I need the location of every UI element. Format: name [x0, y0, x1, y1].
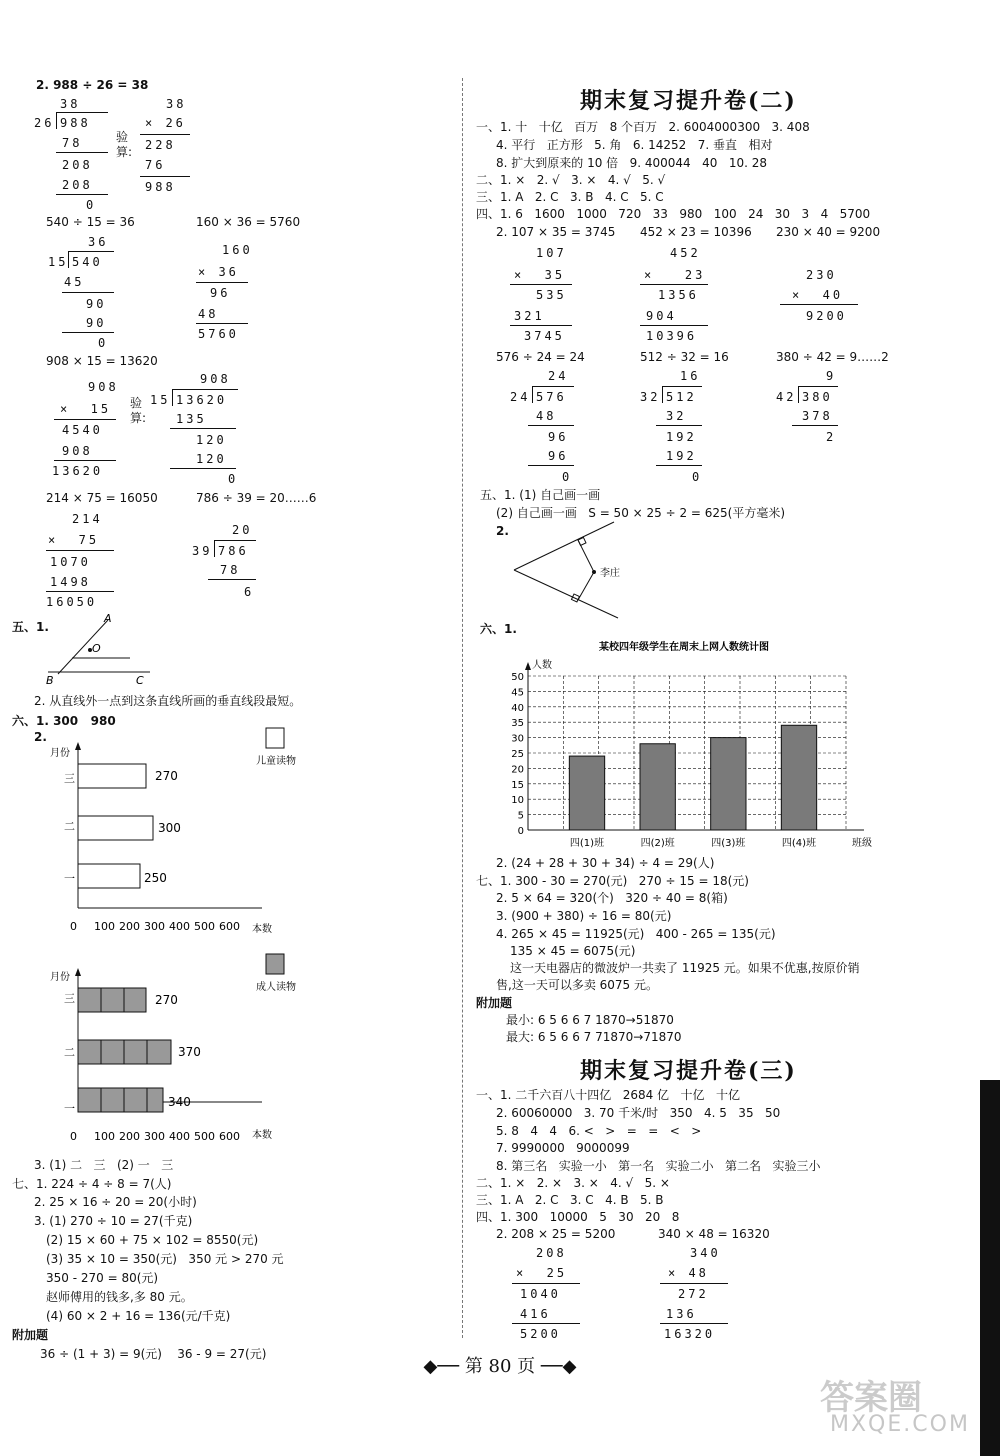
dividend: 380 — [802, 390, 833, 404]
svg-text:300: 300 — [144, 920, 165, 933]
divisor: 32 — [640, 390, 661, 404]
svg-text:270: 270 — [155, 769, 178, 783]
bar-4 — [781, 725, 816, 830]
children-books-chart — [50, 726, 296, 940]
step: 208 — [62, 158, 93, 172]
quotient: 24 — [548, 369, 569, 383]
partial: 272 — [678, 1287, 709, 1301]
r-line-2: 4. 平行 正方形 5. 角 6. 14252 7. 垂直 相对 — [496, 138, 773, 152]
s7-2: 2. 25 × 16 ÷ 20 = 20(小时) — [34, 1195, 197, 1209]
r-line-8a: 576 ÷ 24 = 24 — [496, 350, 585, 364]
svg-text:一: 一 — [64, 1102, 75, 1115]
section-5-label: 五、1. — [12, 620, 49, 634]
r-line-10: (2) 自己画一画 S = 50 × 25 ÷ 2 = 625(平方毫米) — [496, 506, 786, 520]
partial: 4540 — [62, 423, 103, 437]
village-label: 李庄 — [600, 568, 620, 579]
r-line-18: 135 × 45 = 6075(元) — [510, 944, 636, 958]
r-line-6: 四、1. 6 1600 1000 720 33 980 100 24 30 3 4 5700 — [476, 207, 871, 221]
eq-786: 786 ÷ 39 = 20……6 — [196, 491, 317, 505]
test-title-2: 期末复习提升卷(二) — [580, 88, 797, 114]
q2-title: 2. 988 ÷ 26 = 38 — [36, 78, 149, 92]
partial: 1356 — [658, 288, 699, 302]
watermark-logo: 答案圈 — [820, 1378, 922, 1418]
divisor: 26 — [34, 116, 55, 130]
svg-text:400: 400 — [169, 920, 190, 933]
product: 16050 — [46, 595, 98, 609]
s7-3d: 350 - 270 = 80(元) — [46, 1271, 159, 1285]
bar-adult-3 — [78, 988, 146, 1012]
factor: × 23 — [644, 268, 706, 282]
remainder: 0 — [562, 470, 573, 484]
label-o: O — [92, 642, 101, 655]
chart-xlabel: 班级 — [852, 838, 872, 849]
quotient: 908 — [200, 372, 231, 386]
remainder: 0 — [692, 470, 703, 484]
svg-text:340: 340 — [168, 1095, 191, 1109]
divisor: 15 — [48, 255, 69, 269]
r-line-7b: 452 × 23 = 10396 — [640, 225, 752, 239]
adult-books-chart — [50, 952, 296, 1132]
factor: 107 — [536, 246, 567, 260]
divisor: 39 — [192, 544, 213, 558]
check-label: 验算: — [116, 130, 133, 159]
partial: 1070 — [50, 555, 91, 569]
chart1-ylabel: 月份 — [50, 748, 70, 759]
factor: 230 — [806, 268, 837, 282]
step: 120 — [196, 433, 227, 447]
step: 192 — [666, 430, 697, 444]
footer-ornament-right-icon: ──◆ — [540, 1356, 577, 1377]
svg-text:200: 200 — [119, 920, 140, 933]
y-tick-label: 30 — [511, 733, 524, 745]
quotient: 9 — [826, 369, 837, 383]
svg-text:250: 250 — [144, 871, 167, 885]
r-line-26: 5. 8 4 4 6. < > = = < > — [496, 1124, 702, 1138]
s7-3c: (3) 35 × 10 = 350(元) 350 元 > 270 元 — [46, 1252, 284, 1266]
r-line-31: 四、1. 300 10000 5 30 20 8 — [476, 1210, 680, 1224]
bar-3 — [711, 738, 746, 830]
step: 135 — [176, 412, 207, 426]
r-line-32a: 2. 208 × 25 = 5200 — [496, 1227, 616, 1241]
svg-text:300: 300 — [158, 821, 181, 835]
watermark-domain: MXQE.COM — [830, 1412, 970, 1437]
r-line-9: 五、1. (1) 自己画一画 — [480, 488, 601, 502]
column-divider — [462, 78, 463, 1338]
r-line-19: 这一天电器店的微波炉一共卖了 11925 元。如果不优惠,按原价销 — [510, 961, 860, 975]
product: 3745 — [524, 329, 565, 343]
chart1-xlabel: 本数 — [252, 924, 272, 935]
r-line-20: 售,这一天可以多卖 6075 元。 — [496, 978, 658, 992]
svg-text:100: 100 — [94, 1130, 115, 1143]
svg-text:二: 二 — [64, 820, 75, 833]
bar-1 — [569, 756, 604, 830]
step: 120 — [196, 452, 227, 466]
product: 16320 — [664, 1327, 716, 1341]
divisor: 15 — [150, 393, 171, 407]
svg-text:三: 三 — [64, 772, 75, 785]
r-line-28: 8. 第三名 实验一小 第一名 实验二小 第二名 实验三小 — [496, 1159, 821, 1173]
factor: × 40 — [792, 288, 844, 302]
s6-answer-2: 2. — [34, 730, 47, 744]
partial: 76 — [145, 158, 166, 172]
factor: 340 — [690, 1246, 721, 1260]
step: 208 — [62, 178, 93, 192]
partial: 908 — [62, 444, 93, 458]
svg-text:500: 500 — [194, 1130, 215, 1143]
svg-text:270: 270 — [155, 993, 178, 1007]
angle-village-diagram — [506, 518, 646, 622]
r-line-15: 2. 5 × 64 = 320(个) 320 ÷ 40 = 8(箱) — [496, 891, 728, 905]
svg-text:600: 600 — [219, 1130, 240, 1143]
step: 378 — [802, 409, 833, 423]
r-line-4: 二、1. × 2. √ 3. × 4. √ 5. √ — [476, 173, 666, 187]
chart2-ylabel: 月份 — [50, 972, 70, 983]
footer-ornament-left-icon: ◆── — [423, 1356, 460, 1377]
r-line-7a: 2. 107 × 35 = 3745 — [496, 225, 616, 239]
partial: 96 — [210, 286, 231, 300]
s5-answer-2: 2. 从直线外一点到这条直线所画的垂直线段最短。 — [34, 694, 302, 708]
y-tick-label: 15 — [511, 779, 524, 791]
partial: 1498 — [50, 575, 91, 589]
svg-text:本数: 本数 — [252, 1130, 272, 1141]
r-line-12: 六、1. — [480, 622, 517, 636]
partial: 136 — [666, 1307, 697, 1321]
page-edge-bar — [980, 1080, 1000, 1456]
partial: 416 — [520, 1307, 551, 1321]
y-tick-label: 25 — [511, 749, 524, 760]
partial: 904 — [646, 309, 677, 323]
r-line-27: 7. 9990000 9000099 — [496, 1141, 630, 1155]
label-a: A — [104, 612, 112, 625]
y-tick-label: 50 — [511, 672, 524, 683]
partial: 48 — [198, 307, 219, 321]
y-tick-label: 5 — [517, 810, 524, 822]
svg-text:二: 二 — [64, 1046, 75, 1059]
factor: 208 — [536, 1246, 567, 1260]
r-line-24: 一、1. 二千六百八十四亿 2684 亿 十亿 十亿 — [476, 1088, 740, 1102]
r-line-13: 2. (24 + 28 + 30 + 34) ÷ 4 = 29(人) — [496, 856, 715, 870]
remainder: 6 — [244, 585, 255, 599]
step: 78 — [62, 136, 83, 150]
factor: 908 — [88, 380, 119, 394]
step: 48 — [536, 409, 557, 423]
r-line-3: 8. 扩大到原来的 10 倍 9. 400044 40 10. 28 — [496, 156, 768, 170]
step: 96 — [548, 449, 569, 463]
r-line-1: 一、1. 十 十亿 百万 8 个百万 2. 6004000300 3. 408 — [476, 120, 810, 134]
dividend: 576 — [536, 390, 567, 404]
factor: × 35 — [514, 268, 566, 282]
extra-answer-left: 36 ÷ (1 + 3) = 9(元) 36 - 9 = 27(元) — [40, 1347, 267, 1361]
svg-text:200: 200 — [119, 1130, 140, 1143]
step: 45 — [64, 275, 85, 289]
product: 988 — [145, 180, 176, 194]
chart-ylabel: 人数 — [532, 660, 552, 671]
factor: × 25 — [516, 1266, 568, 1280]
factor: 160 — [222, 243, 253, 257]
extra-title-right: 附加题 — [476, 996, 513, 1010]
bar-adult-2 — [78, 1040, 171, 1064]
divisor: 24 — [510, 390, 531, 404]
step: 192 — [666, 449, 697, 463]
divisor: 42 — [776, 390, 797, 404]
extra-title-left: 附加题 — [12, 1328, 49, 1342]
test-title-3: 期末复习提升卷(三) — [580, 1058, 797, 1084]
y-tick-label: 10 — [511, 795, 524, 807]
legend-children: 儿童读物 — [256, 756, 296, 767]
step: 90 — [86, 297, 107, 311]
r-line-22: 最小: 6 5 6 6 7 1870→51870 — [506, 1013, 674, 1027]
factor: × 75 — [48, 533, 100, 547]
bar-adult-1 — [78, 1088, 163, 1112]
dividend: 786 — [218, 544, 249, 558]
x-category-label: 四(3)班 — [711, 838, 746, 849]
bar-2 — [640, 744, 675, 830]
quotient: 16 — [680, 369, 701, 383]
internet-users-bar-chart — [488, 636, 878, 856]
y-tick-label: 45 — [511, 687, 524, 699]
s7-3f: (4) 60 × 2 + 16 = 136(元/千克) — [46, 1309, 231, 1323]
perpendicular-diagram — [40, 612, 160, 687]
partial: 1040 — [520, 1287, 561, 1301]
r-line-8b: 512 ÷ 32 = 16 — [640, 350, 729, 364]
s6-answer-1: 六、1. 300 980 — [12, 714, 116, 728]
r-line-8c: 380 ÷ 42 = 9……2 — [776, 350, 889, 364]
remainder: 0 — [86, 198, 97, 212]
s7-3e: 赵师傅用的钱多,多 80 元。 — [46, 1290, 193, 1304]
svg-text:300: 300 — [144, 1130, 165, 1143]
y-tick-label: 0 — [517, 826, 524, 837]
quotient: 20 — [232, 523, 253, 537]
svg-text:370: 370 — [178, 1045, 201, 1059]
eq-540: 540 ÷ 15 = 36 — [46, 215, 135, 229]
r-line-5: 三、1. A 2. C 3. B 4. C 5. C — [476, 190, 664, 204]
svg-text:500: 500 — [194, 920, 215, 933]
product: 5200 — [520, 1327, 561, 1341]
r-line-16: 3. (900 + 380) ÷ 16 = 80(元) — [496, 909, 672, 923]
factor: × 26 — [145, 116, 186, 130]
s7-3: 3. (1) 270 ÷ 10 = 27(千克) — [34, 1214, 193, 1228]
svg-text:一: 一 — [64, 872, 75, 885]
y-tick-label: 35 — [511, 718, 524, 730]
r-line-14: 七、1. 300 - 30 = 270(元) 270 ÷ 15 = 18(元) — [476, 874, 749, 888]
step: 90 — [86, 316, 107, 330]
x-category-label: 四(1)班 — [569, 838, 605, 849]
s7-3b: (2) 15 × 60 + 75 × 102 = 8550(元) — [46, 1233, 259, 1247]
product: 5760 — [198, 327, 239, 341]
product: 9200 — [806, 309, 847, 323]
factor: × 48 — [668, 1266, 709, 1280]
chart-title: 某校四年级学生在周末上网人数统计图 — [599, 642, 769, 653]
x-category-label: 四(4)班 — [781, 838, 817, 849]
r-line-29: 二、1. × 2. × 3. × 4. √ 5. × — [476, 1176, 670, 1190]
r-line-23: 最大: 6 5 6 6 7 71870→71870 — [506, 1030, 682, 1044]
r-line-30: 三、1. A 2. C 3. C 4. B 5. B — [476, 1193, 664, 1207]
dividend: 13620 — [176, 393, 228, 407]
y-tick-label: 20 — [511, 764, 524, 776]
dividend: 512 — [666, 390, 697, 404]
partial: 535 — [536, 288, 567, 302]
factor: 38 — [166, 97, 187, 111]
r-line-32b: 340 × 48 = 16320 — [658, 1227, 770, 1241]
step: 78 — [220, 563, 241, 577]
label-c: C — [136, 674, 144, 687]
step: 96 — [548, 430, 569, 444]
svg-text:0: 0 — [70, 1130, 77, 1143]
partial: 321 — [514, 309, 545, 323]
s7-1: 七、1. 224 ÷ 4 ÷ 8 = 7(人) — [12, 1177, 172, 1191]
factor: × 36 — [198, 265, 239, 279]
bar-children-2 — [78, 816, 153, 840]
factor: × 15 — [60, 402, 112, 416]
dividend: 540 — [72, 255, 103, 269]
partial: 228 — [145, 138, 176, 152]
r-line-7c: 230 × 40 = 9200 — [776, 225, 881, 239]
eq-214: 214 × 75 = 16050 — [46, 491, 158, 505]
svg-text:100: 100 — [94, 920, 115, 933]
svg-text:三: 三 — [64, 992, 75, 1005]
svg-text:600: 600 — [219, 920, 240, 933]
quotient: 36 — [88, 235, 109, 249]
label-b: B — [46, 674, 54, 687]
legend-adult: 成人读物 — [256, 982, 296, 993]
eq-908: 908 × 15 = 13620 — [46, 354, 158, 368]
quotient: 38 — [60, 97, 81, 111]
check-label: 验算: — [130, 396, 147, 425]
remainder: 0 — [228, 472, 239, 486]
r-line-17: 4. 265 × 45 = 11925(元) 400 - 265 = 135(元) — [496, 927, 776, 941]
step: 32 — [666, 409, 687, 423]
product: 10396 — [646, 329, 698, 343]
y-tick-label: 40 — [511, 702, 524, 714]
x-category-label: 四(2)班 — [640, 838, 675, 849]
adult-chart-axis — [50, 1126, 290, 1156]
eq-160: 160 × 36 = 5760 — [196, 215, 301, 229]
remainder: 0 — [98, 336, 109, 350]
r-line-11: 2. — [496, 524, 509, 538]
svg-text:0: 0 — [70, 920, 77, 933]
svg-text:400: 400 — [169, 1130, 190, 1143]
s6-answer-3: 3. (1) 二 三 (2) 一 三 — [34, 1158, 174, 1172]
product: 13620 — [52, 464, 104, 478]
page-number-text: 第 80 页 — [464, 1356, 536, 1377]
factor: 452 — [670, 246, 701, 260]
remainder: 2 — [826, 430, 837, 444]
bar-children-3 — [78, 764, 146, 788]
dividend: 988 — [60, 116, 91, 130]
factor: 214 — [72, 512, 103, 526]
bar-children-1 — [78, 864, 140, 888]
r-line-25: 2. 60060000 3. 70 千米/时 350 4. 5 35 50 — [496, 1106, 781, 1120]
